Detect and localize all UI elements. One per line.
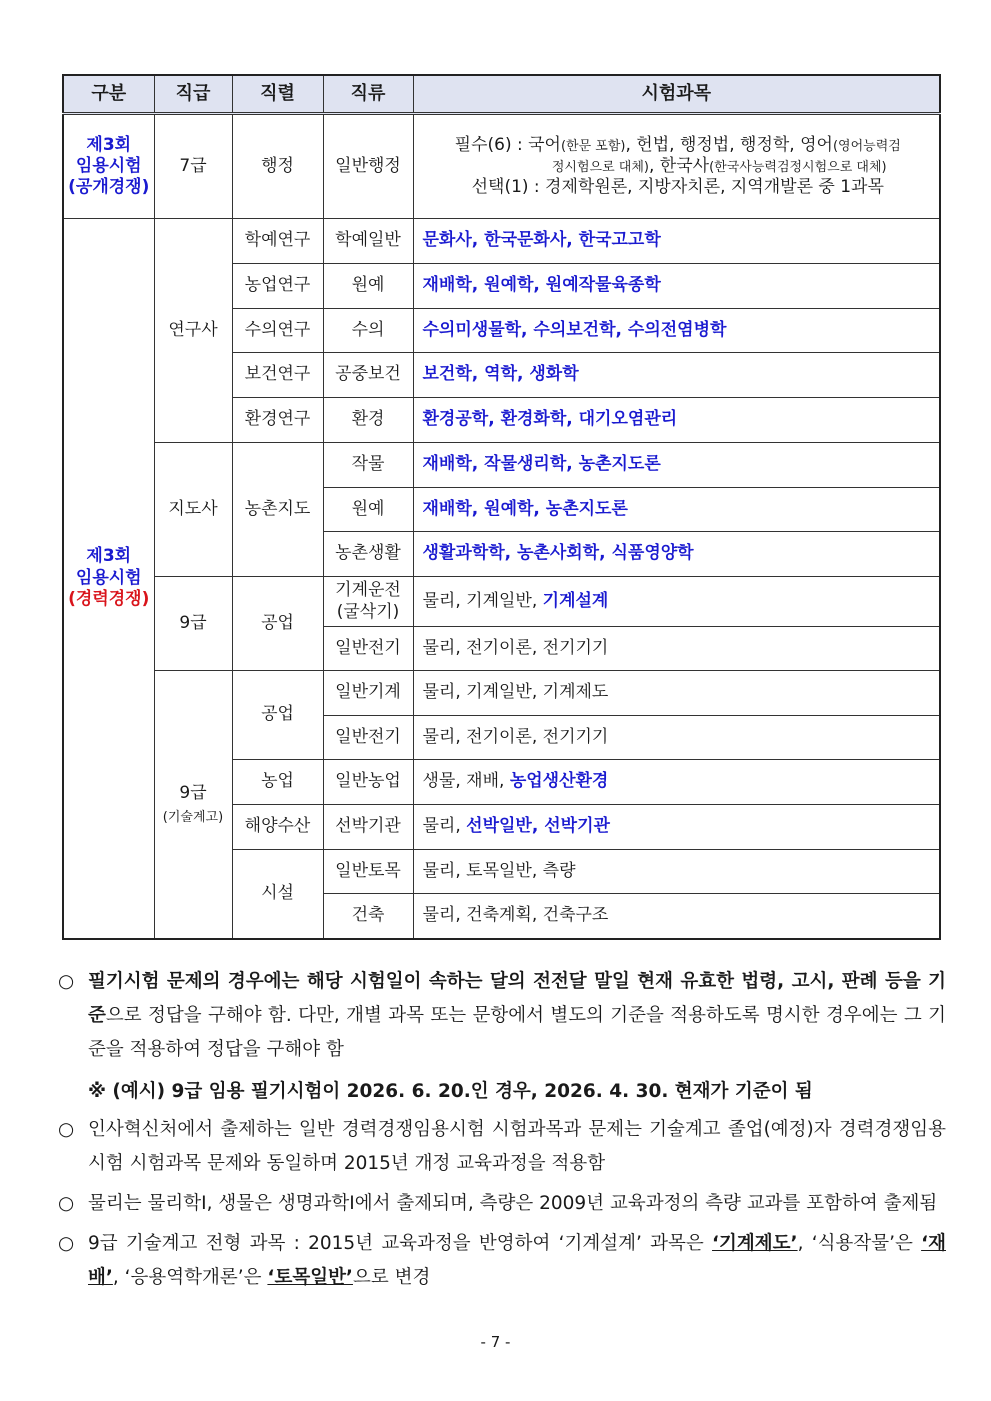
- subjects-cell: 보건학, 역학, 생화학: [413, 353, 940, 398]
- class-cell: 일반전기: [323, 627, 413, 671]
- series-cell: 공업: [232, 577, 323, 671]
- grade-cell: [154, 671, 232, 939]
- subjects-cell: 물리, 전기이론, 전기기기: [413, 627, 940, 671]
- header-category: 구분: [63, 75, 154, 114]
- subject-plain: 생물, 재배,: [422, 771, 510, 792]
- open-subjects-cell: [413, 114, 940, 219]
- class-cell: 건축: [323, 894, 413, 939]
- note-example: ※ (예시) 9급 임용 필기시험이 2026. 6. 20.인 경우, 2026. 4. 30. 현재가 기준이 됨: [88, 1081, 813, 1102]
- table-row: [63, 577, 940, 627]
- mand-note: (영어능력검: [832, 138, 901, 154]
- table-header-row: [63, 75, 940, 114]
- note-bold-text: 필기시험 문제의 경우에는 해당 시험일이 속하는 달의 전전달 말일 현재 유효한 법령, 고시, 판례 등을 기준: [88, 971, 946, 1026]
- class-line: (굴삭기): [336, 601, 400, 622]
- class-cell: 수의: [323, 309, 413, 353]
- class-cell: 일반토목: [323, 850, 413, 894]
- table-row: [63, 219, 940, 264]
- series-cell: 환경연구: [232, 398, 323, 443]
- header-class: 직류: [323, 75, 413, 114]
- header-grade: 직급: [154, 75, 232, 114]
- class-cell: 일반행정: [323, 114, 413, 219]
- note-item: [58, 1187, 946, 1221]
- series-cell: 농업: [232, 760, 323, 805]
- class-cell: 환경: [323, 398, 413, 443]
- note-underlined: ‘기계제도’: [712, 1233, 798, 1254]
- subject-plain: 물리,: [422, 816, 467, 837]
- notes-section: [58, 965, 946, 1295]
- series-cell: 해양수산: [232, 805, 323, 850]
- grade-cell: 9급: [154, 577, 232, 671]
- round-line: 임용시험: [75, 155, 142, 176]
- mandatory-subjects: [423, 135, 934, 156]
- page-number: - 7 -: [480, 1333, 511, 1351]
- class-cell: 농촌생활: [323, 532, 413, 577]
- subject-plain: 물리, 기계일반,: [422, 590, 543, 611]
- subjects-cell: 물리, 기계일반, 기계제도: [413, 671, 940, 716]
- series-cell: 보건연구: [232, 353, 323, 398]
- note-item: [58, 1113, 946, 1181]
- note-text: , ‘식용작물’은: [797, 1233, 922, 1254]
- mand-text: 필수(6) : 국어: [454, 134, 561, 155]
- series-cell: 공업: [232, 671, 323, 760]
- class-cell: 공중보건: [323, 353, 413, 398]
- class-cell: 선박기관: [323, 805, 413, 850]
- class-cell: 원예: [323, 264, 413, 309]
- subjects-cell: 재배학, 원예학, 원예작물육종학: [413, 264, 940, 309]
- series-cell: 시설: [232, 850, 323, 939]
- round-line: 제3회: [86, 134, 132, 155]
- mand-note: (한문 포함): [560, 138, 626, 154]
- header-series: 직렬: [232, 75, 323, 114]
- round-type: (경력경쟁): [68, 588, 150, 609]
- series-cell: 농촌지도: [232, 443, 323, 577]
- note-underlined: ‘토목일반’: [267, 1267, 353, 1288]
- mand-note: (한국사능력검정시험으로 대체): [709, 159, 887, 175]
- subjects-cell: 재배학, 작물생리학, 농촌지도론: [413, 443, 940, 488]
- round-line: 임용시험: [75, 567, 142, 588]
- subjects-cell: 물리, 토목일반, 측량: [413, 850, 940, 894]
- note-text: 물리는 물리학Ⅰ, 생물은 생명과학Ⅰ에서 출제되며, 측량은 2009년 교육과정의 측량 교과를 포함하여 출제됨: [88, 1193, 938, 1214]
- class-line: 기계운전: [335, 580, 401, 601]
- subjects-cell: 생활과학학, 농촌사회학, 식품영양학: [413, 532, 940, 577]
- subjects-cell: [413, 805, 940, 850]
- note-item: [58, 1227, 946, 1295]
- table-row: [63, 443, 940, 488]
- class-cell: 작물: [323, 443, 413, 488]
- grade-cell: 7급: [154, 114, 232, 219]
- circle-bullet-icon: ○: [58, 971, 75, 992]
- mandatory-subjects-cont: [423, 156, 934, 177]
- note-text: , ‘응용역학개론’은: [112, 1267, 268, 1288]
- round-type: (공개경쟁): [68, 177, 150, 198]
- subjects-cell: 환경공학, 환경화학, 대기오염관리: [413, 398, 940, 443]
- circle-bullet-icon: ○: [58, 1119, 75, 1140]
- mand-text: , 헌법, 행정법, 행정학, 영어: [625, 134, 833, 155]
- subject-bold: 선박일반, 선박기관: [466, 816, 610, 837]
- note-underlined: ‘재배’: [88, 1233, 946, 1288]
- subjects-cell: [413, 577, 940, 627]
- series-cell: 수의연구: [232, 309, 323, 353]
- open-round-label: [63, 114, 154, 219]
- note-item: [58, 965, 946, 1067]
- note-text: 인사혁신처에서 출제하는 일반 경력경쟁임용시험 시험과목과 문제는 기술계고 졸업(예정)자 경력경쟁임용시험 시험과목 문제와 동일하며 2015년 개정 교육과정을 적용함: [88, 1119, 946, 1174]
- subject-bold: 기계설계: [542, 590, 609, 611]
- circle-bullet-icon: ○: [58, 1233, 75, 1254]
- series-cell: 행정: [232, 114, 323, 219]
- round-line: 제3회: [86, 546, 132, 567]
- note-text: 9급 기술계고 전형 과목 : 2015년 교육과정을 반영하여 ‘기계설계’ 과목은: [88, 1233, 713, 1254]
- mand-note: 정시험으로 대체): [551, 159, 649, 175]
- class-cell: 학예일반: [323, 219, 413, 264]
- note-text: 으로 변경: [352, 1267, 431, 1288]
- table-row: [63, 671, 940, 716]
- grade-cell: 연구사: [154, 219, 232, 443]
- class-cell: [323, 577, 413, 627]
- grade-cell: 지도사: [154, 443, 232, 577]
- series-cell: 농업연구: [232, 264, 323, 309]
- class-cell: 일반농업: [323, 760, 413, 805]
- exam-subjects-table: [62, 74, 941, 940]
- grade-note: (기술계고): [162, 809, 224, 825]
- circle-bullet-icon: ○: [58, 1193, 75, 1214]
- subjects-cell: [413, 760, 940, 805]
- grade-label: 9급: [179, 782, 207, 803]
- subjects-cell: 물리, 전기이론, 전기기기: [413, 716, 940, 760]
- mand-text: , 한국사: [649, 155, 710, 176]
- subject-bold: 농업생산환경: [509, 771, 609, 792]
- class-cell: 일반전기: [323, 716, 413, 760]
- header-subjects: 시험과목: [413, 75, 940, 114]
- table-row: [63, 114, 940, 219]
- note-text: 으로 정답을 구해야 함. 다만, 개별 과목 또는 문항에서 별도의 기준을 적용하도록 명시한 경우에는 그 기준을 적용하여 정답을 구해야 함: [88, 1005, 946, 1060]
- subjects-cell: 재배학, 원예학, 농촌지도론: [413, 488, 940, 532]
- class-cell: 원예: [323, 488, 413, 532]
- career-round-label: [63, 219, 154, 939]
- elective-subjects: 선택(1) : 경제학원론, 지방자치론, 지역개발론 중 1과목: [471, 177, 884, 198]
- subjects-cell: 수의미생물학, 수의보건학, 수의전염병학: [413, 309, 940, 353]
- subjects-cell: 문화사, 한국문화사, 한국고고학: [413, 219, 940, 264]
- class-cell: 일반기계: [323, 671, 413, 716]
- series-cell: 학예연구: [232, 219, 323, 264]
- subjects-cell: 물리, 건축계획, 건축구조: [413, 894, 940, 939]
